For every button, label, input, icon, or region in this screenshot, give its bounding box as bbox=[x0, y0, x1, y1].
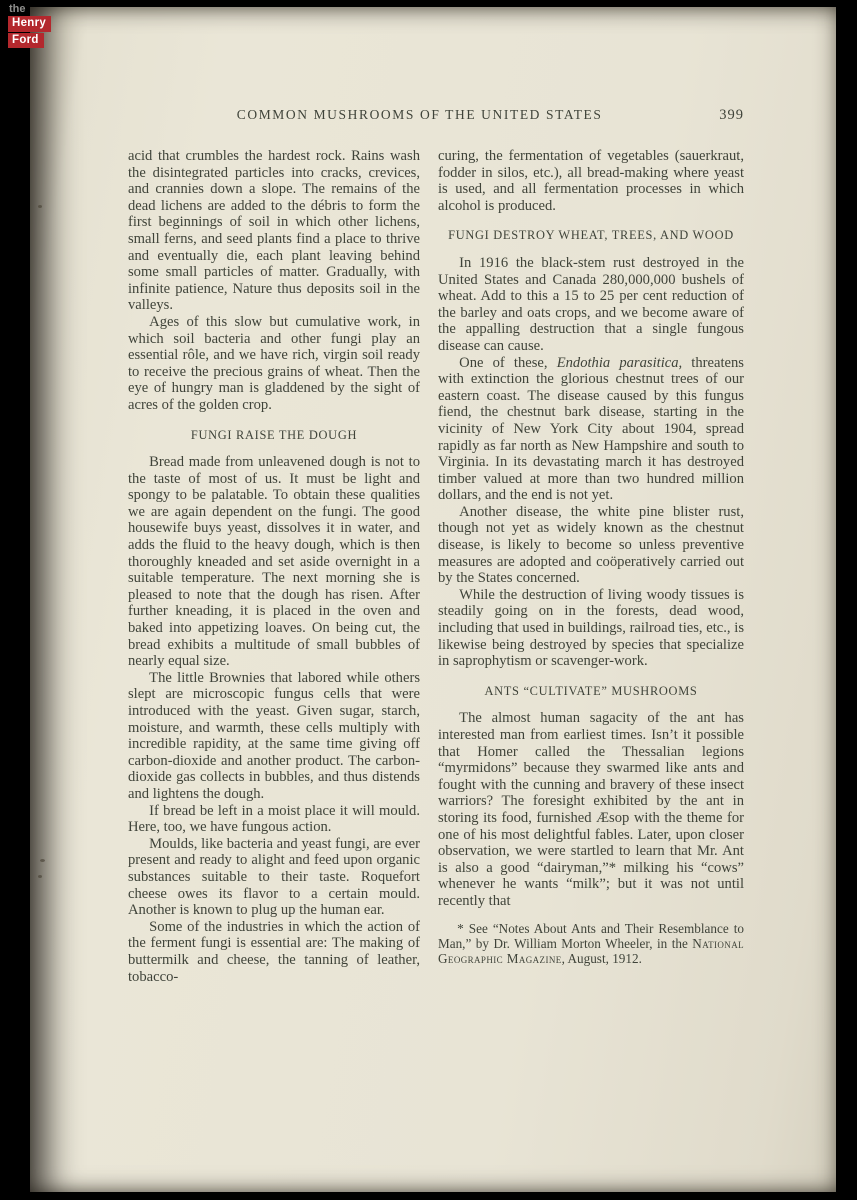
magazine-name-smallcaps: National Geographic Magazine bbox=[438, 935, 744, 966]
footnote-text: * See “Notes About Ants and Their Resemblance to Man,” by Dr. William Morton Wheeler, in the bbox=[438, 920, 744, 951]
text-columns bbox=[128, 148, 744, 985]
body-paragraph: curing, the fermentation of vegetables (sauerkraut, fodder in silos, etc.), all bread-making where yeast is used, and all fermentation processes in which alcohol is produced. bbox=[438, 148, 744, 214]
left-column bbox=[128, 148, 420, 985]
body-paragraph: Some of the industries in which the action of the ferment fungi is essential are: The making of buttermilk and cheese, the tanning of leather, tobacco- bbox=[128, 918, 420, 985]
page-header bbox=[128, 107, 744, 124]
body-paragraph: While the destruction of living woody tissues is steadily going on in the forests, dead wood, including that used in buildings, railroad ties, etc., is likewise being destroyed by species that specialize in saprophytism or scavenger-work. bbox=[438, 586, 744, 670]
footnote-text: , August, 1912. bbox=[561, 950, 642, 966]
binding-mark bbox=[38, 875, 42, 878]
binding-mark bbox=[40, 859, 45, 862]
running-title: COMMON MUSHROOMS OF THE UNITED STATES bbox=[236, 107, 603, 122]
body-paragraph: Another disease, the white pine blister rust, though not yet as widely known as the chestnut disease, is likely to become so unless preventive measures are adopted and coöperatively carried out by the States concerned. bbox=[438, 503, 744, 587]
body-paragraph: The little Brownies that labored while others slept are microscopic fungus cells that were introduced with the yeast. Given sugar, starch, moisture, and warmth, these cells multiply with incredible rapidity, at the same time giving off carbon-dioxide and another product. The carbon-dioxide gas collects in bubbles, and thus distends and lightens the dough. bbox=[128, 669, 420, 802]
section-heading: FUNGI RAISE THE DOUGH bbox=[190, 427, 358, 442]
section-heading: FUNGI DESTROY WHEAT, TREES, AND WOOD bbox=[448, 228, 734, 243]
paragraph-text: threatens with extinction the glorious chestnut trees of our eastern coast. The disease caused by this fungus fiend, the chestnut bark disease, starting in the vicinity of New York City about 1904, spread rapidly as far north as New Hampshire and south to Virginia. In its devastating march it has destroyed timber valued at more than two hundred million dollars, and the end is not yet. bbox=[438, 354, 744, 504]
body-paragraph: If bread be left in a moist place it will mould. Here, too, we have fungous action. bbox=[128, 802, 420, 836]
right-column bbox=[438, 148, 744, 985]
body-paragraph: acid that crumbles the hardest rock. Rains wash the disintegrated particles into cracks, crevices, and crannies down a slope. The remains of the dead lichens are added to the débris to form the first beginnings of soil in which other lichens, small ferns, and seed plants find a place to thrive and eventually die, each plant leaving behind some small particles of matter. Gradually, with infinite patience, Nature thus deposits soil in the valleys. bbox=[128, 148, 420, 314]
section-heading: ANTS “CULTIVATE” MUSHROOMS bbox=[484, 683, 698, 698]
body-paragraph: The almost human sagacity of the ant has interested man from earliest times. Isn’t it possible that Homer called the Thessalian legions “myrmidons” because they swarmed like ants and fought with the cunning and bravery of these insect warriors? The foresight exhibited by the ant in storing its food, furnished Æsop with the theme for one of his most delightful fables. Later, upon closer observation, we were startled to learn that Mr. Ant is also a good “dairyman,”* milking his “cows” whenever he wants “milk”; but it was not until recently that bbox=[438, 710, 744, 909]
logo-the-label: the bbox=[9, 3, 26, 15]
binding-mark bbox=[38, 205, 42, 208]
species-name-italic: Endothia parasitica, bbox=[556, 354, 683, 371]
page-number: 399 bbox=[719, 107, 744, 123]
logo-ford-label: Ford bbox=[8, 33, 44, 49]
paragraph-text: One of these, bbox=[459, 354, 557, 371]
body-paragraph: Bread made from unleavened dough is not to the taste of most of us. It must be light and spongy to be palatable. To obtain these qualities we are again dependent on the fungi. The good housewife buys yeast, dissolves it in water, and adds the fluid to the heavy dough, which is then thoroughly kneaded and set aside overnight in a suitable temperature. The next morning she is pleased to note that the dough has risen. After further kneading, it is placed in the oven and baked into appetizing loaves. On being cut, the bread exhibits a multitude of small bubbles of nearly equal size. bbox=[128, 454, 420, 670]
body-paragraph: Moulds, like bacteria and yeast fungi, are ever present and ready to alight and feed upon organic substances suitable to their taste. Roquefort cheese owes its flavor to a certain mould. Another is known to plug up the human ear. bbox=[128, 835, 420, 919]
logo-henry-label: Henry bbox=[8, 16, 51, 32]
body-paragraph: Ages of this slow but cumulative work, in which soil bacteria and other fungi play an essential rôle, and we have rich, virgin soil ready to receive the precious grains of wheat. Then the eye of hungry man is gladdened by the sight of acres of the golden crop. bbox=[128, 313, 420, 413]
footnote bbox=[438, 921, 744, 967]
body-paragraph: In 1916 the black-stem rust destroyed in the United States and Canada 280,000,000 bushels of wheat. Add to this a 15 to 25 per cent reduction of the barley and oats crops, and we become aware of the appalling destruction that a single fungous disease can cause. bbox=[438, 254, 744, 354]
body-paragraph bbox=[438, 355, 744, 504]
book-page bbox=[30, 7, 836, 1192]
page-content bbox=[128, 107, 744, 985]
henry-ford-logo bbox=[8, 4, 51, 48]
